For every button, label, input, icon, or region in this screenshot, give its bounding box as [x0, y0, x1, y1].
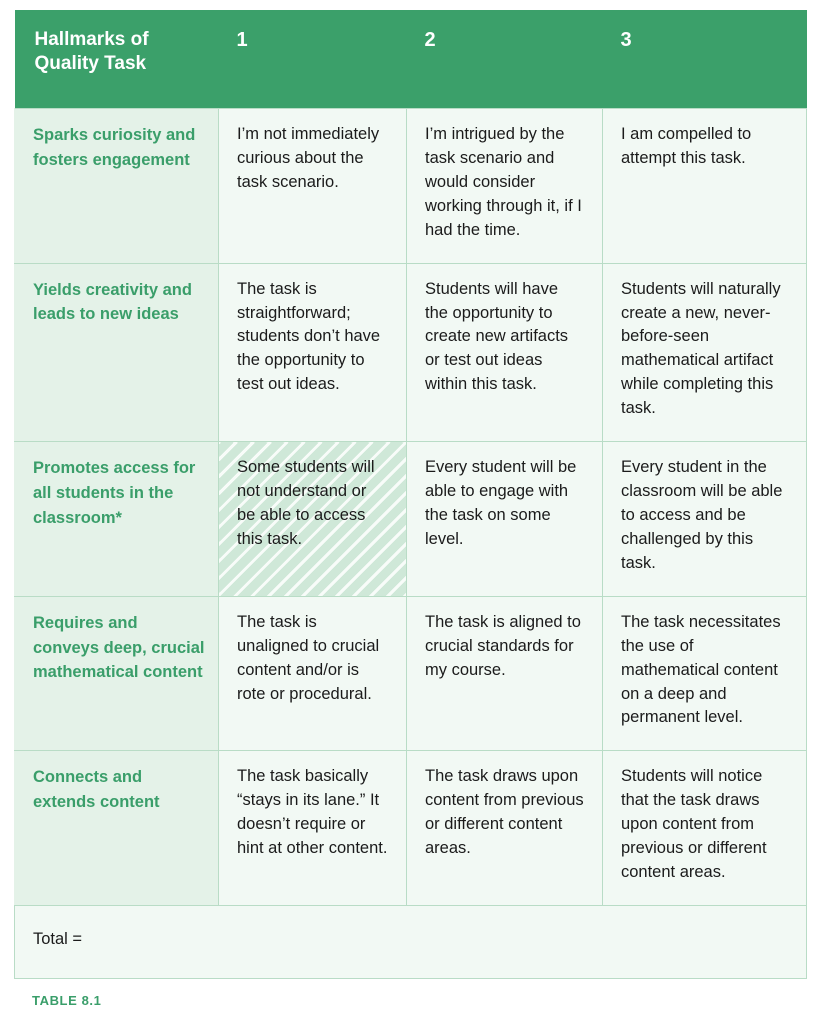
- table-row: [15, 751, 807, 906]
- table-row: [15, 442, 807, 597]
- cell-requires-conveys-1: The task is unaligned to crucial content and/or is rote or procedural.: [219, 596, 407, 751]
- cell-connects-extends-2: The task draws upon content from previous or different content areas.: [407, 751, 603, 906]
- cell-yields-creativity-1: The task is straightforward; students don’t have the opportunity to test out ideas.: [219, 263, 407, 442]
- cell-connects-extends-1: The task basically “stays in its lane.” It doesn’t require or hint at other content.: [219, 751, 407, 906]
- row-label-promotes-access: Promotes access for all students in the classroom*: [15, 442, 219, 597]
- table-header: [15, 10, 807, 109]
- cell-yields-creativity-2: Students will have the opportunity to create new artifacts or test out ideas within this task.: [407, 263, 603, 442]
- table-caption: TABLE 8.1: [32, 992, 102, 1008]
- row-label-sparks-curiosity: Sparks curiosity and fosters engagement: [15, 109, 219, 264]
- cell-sparks-curiosity-3: I am compelled to attempt this task.: [603, 109, 807, 264]
- cell-sparks-curiosity-1: I’m not immediately curious about the task scenario.: [219, 109, 407, 264]
- row-label-connects-extends: Connects and extends content: [15, 751, 219, 906]
- row-label-requires-conveys: Requires and conveys deep, crucial mathematical content: [15, 596, 219, 751]
- cell-requires-conveys-2: The task is aligned to crucial standards for my course.: [407, 596, 603, 751]
- quality-task-rubric-table: [14, 10, 807, 979]
- table-body: [15, 109, 807, 979]
- cell-promotes-access-1: Some students will not understand or be able to access this task.: [219, 442, 407, 597]
- header-hallmarks: Hallmarks of Quality Task: [15, 10, 219, 109]
- header-score-1: 1: [219, 10, 407, 109]
- cell-yields-creativity-3: Students will naturally create a new, never-before-seen mathematical artifact while completing this task.: [603, 263, 807, 442]
- header-score-3: 3: [603, 10, 807, 109]
- cell-sparks-curiosity-2: I’m intrigued by the task scenario and would consider working through it, if I had the time.: [407, 109, 603, 264]
- header-row: [15, 10, 807, 109]
- header-score-2: 2: [407, 10, 603, 109]
- cell-promotes-access-3: Every student in the classroom will be able to access and be challenged by this task.: [603, 442, 807, 597]
- table-row: [15, 596, 807, 751]
- table-row: [15, 109, 807, 264]
- cell-connects-extends-3: Students will notice that the task draws upon content from previous or different content areas.: [603, 751, 807, 906]
- row-label-yields-creativity: Yields creativity and leads to new ideas: [15, 263, 219, 442]
- table-row: [15, 263, 807, 442]
- total-label: Total =: [15, 905, 807, 978]
- cell-requires-conveys-3: The task necessitates the use of mathematical content on a deep and permanent level.: [603, 596, 807, 751]
- cell-promotes-access-2: Every student will be able to engage with the task on some level.: [407, 442, 603, 597]
- total-row: [15, 905, 807, 978]
